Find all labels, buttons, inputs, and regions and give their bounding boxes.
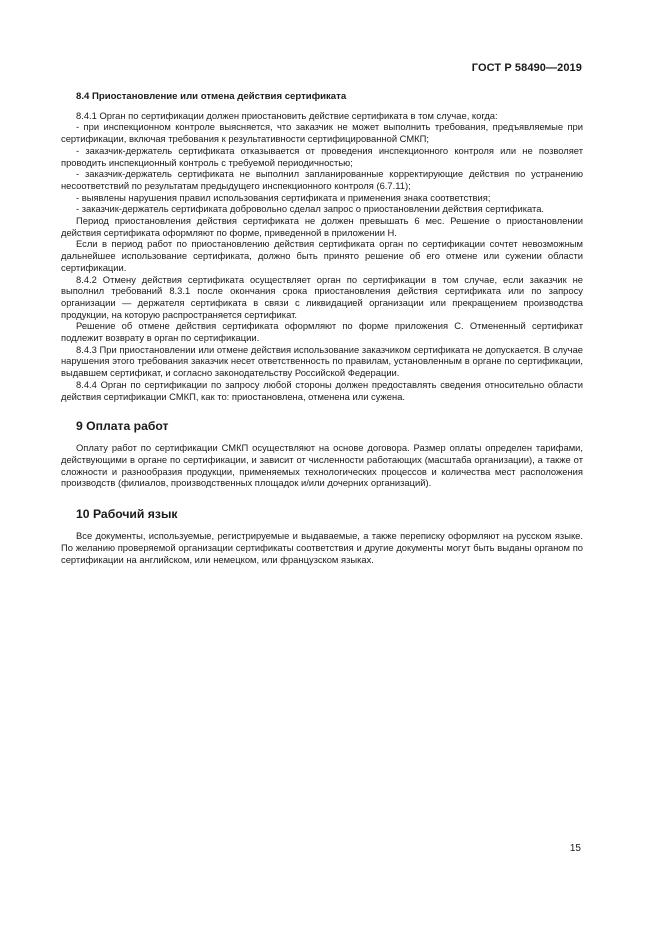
list-item-violations: - выявлены нарушения правил использования сертификата и применения знака соответствия; bbox=[76, 191, 491, 203]
paragraph-payment: Оплату работ по сертификации СМКП осуществляют на основе договора. Размер оплаты определен тарифами, действующими в органе по сертификации, и зависит от численности работающих (масштаба организации), а также от сложности и разнообразия продукции, применяемых технологических процессов и количества мест расположения производств (филиалов, производственных площадок и/или дочерних организаций). bbox=[61, 442, 583, 489]
paragraph-cancellation-decision: Если в период работ по приостановлению действия сертификата орган по сертификации сочтет невозможным дальнейшее использование сертификата, должно быть принято решение об его отмене или сужении области сертификации. bbox=[61, 238, 583, 273]
list-item-voluntary-request: - заказчик-держатель сертификата добровольно сделал запрос о приостановлении действия сертификата. bbox=[76, 203, 545, 215]
list-item-inspection: - при инспекционном контроле выясняется, что заказчик не может выполнить требования, предъявляемые при сертификации, включая требования к результативности сертифицированной СМКП; bbox=[61, 121, 583, 145]
paragraph-8-4-1: 8.4.1 Орган по сертификации должен приостановить действие сертификата в том случае, когда: bbox=[76, 109, 498, 121]
page-number: 15 bbox=[569, 843, 581, 854]
document-code: ГОСТ Р 58490—2019 bbox=[471, 62, 582, 74]
section-title-10: 10 Рабочий язык bbox=[76, 507, 178, 522]
subsection-title-8-4: 8.4 Приостановление или отмена действия сертификата bbox=[76, 91, 347, 102]
paragraph-working-language: Все документы, используемые, регистрируемые и выдаваемые, а также переписку оформляют на русском языке. По желанию проверяемой организации сертификаты соответствия и другие документы могут быть выданы органом по сертификации на английском, или немецком, или французском языках. bbox=[61, 530, 583, 565]
list-item-corrective-actions: - заказчик-держатель сертификата не выполнил запланированные корректирующие действия по устранению несоответствий по результатам предыдущего инспекционного контроля (6.7.11); bbox=[61, 168, 583, 191]
paragraph-8-4-2: 8.4.2 Отмену действия сертификата осуществляет орган по сертификации в том случае, если заказчик не выполнил требований 8.3.1 после окончания срока приостановления действия сертификата или по запросу организации — держателя сертификата в связи с ликвидацией организации или прекращением производства продукции, на которую распространяется сертификат. bbox=[61, 273, 583, 320]
section-title-9: 9 Оплата работ bbox=[76, 419, 169, 434]
paragraph-8-4-4: 8.4.4 Орган по сертификации по запросу любой стороны должен предоставлять сведения относительно области действия сертификации СМКП, как то: приостановлена, отменена или сужена. bbox=[61, 378, 583, 402]
paragraph-8-4-3: 8.4.3 При приостановлении или отмене действия использование заказчиком сертификата не допускается. В случае нарушения этого требования заказчик несет ответственность по правилам, установленным в органе по сертификации, выдавшем сертификат, и согласно законодательству Российской Федерации. bbox=[61, 343, 583, 379]
page-content bbox=[61, 91, 583, 565]
list-item-refusal: - заказчик-держатель сертификата отказывается от проведения инспекционного контроля или не позволяет проводить инспекционный контроль с требуемой периодичностью; bbox=[61, 144, 583, 168]
paragraph-cancellation-form: Решение об отмене действия сертификата оформляют по форме приложения С. Отмененный сертификат подлежит возврату в орган по сертификации. bbox=[61, 320, 583, 344]
paragraph-suspension-period: Период приостановления действия сертификата не должен превышать 6 мес. Решение о приостановлении действия сертификата оформляют по форме, приведенной в приложении Н. bbox=[61, 215, 583, 238]
